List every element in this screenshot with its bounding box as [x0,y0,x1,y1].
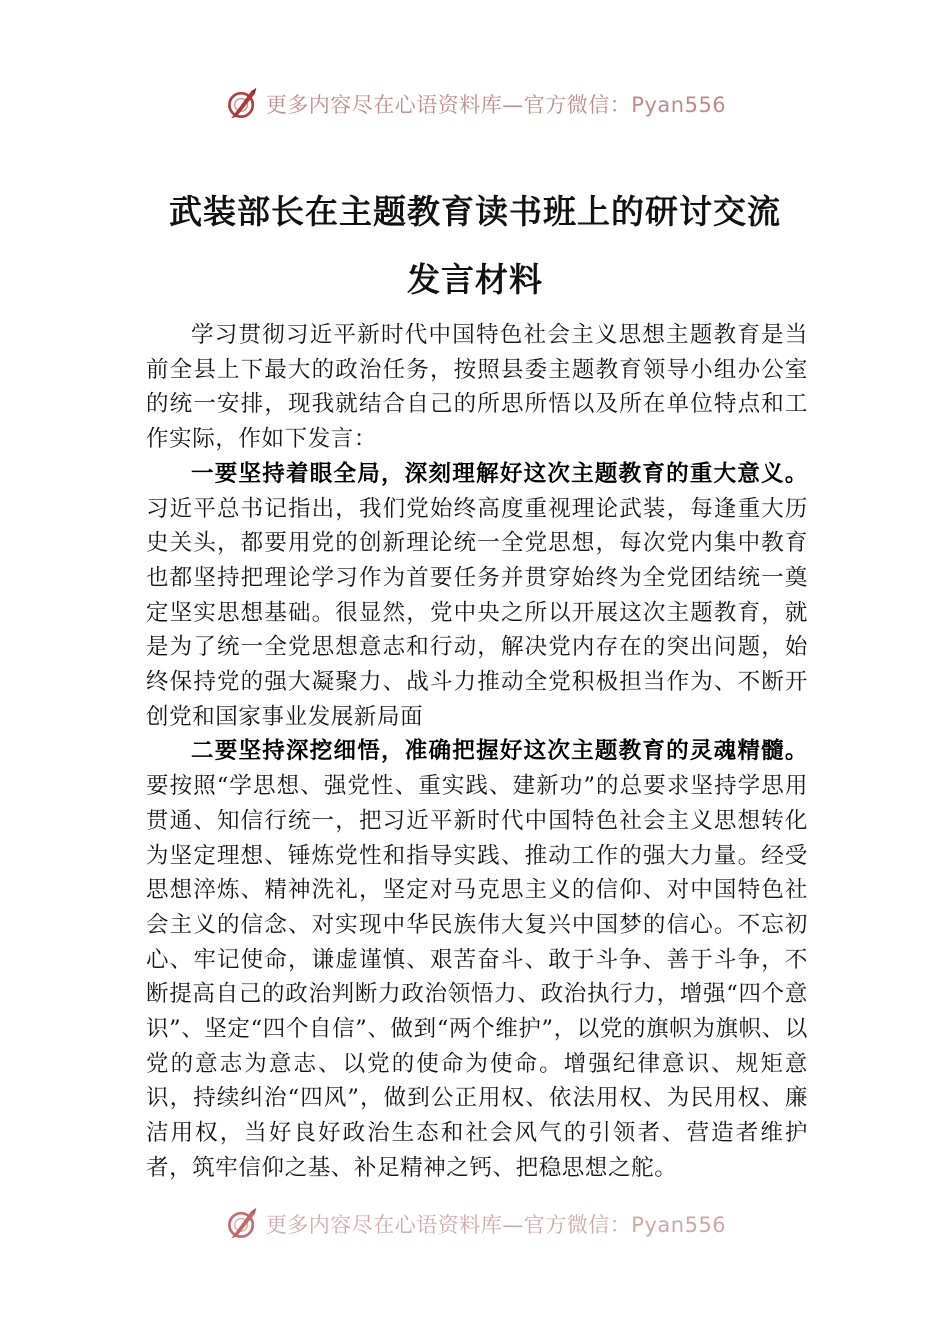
section-1-heading: 一要坚持着眼全局，深刻理解好这次主题教育的重大意义。 [191,460,808,487]
footer-watermark [0,1206,950,1242]
header-watermark-text: 更多内容尽在心语资料库—官方微信：Pyan556 [265,93,727,117]
section-paragraph-1 [146,457,808,735]
section-2-body: 要按照“学思想、强党性、重实践、建新功”的总要求坚持学思用贯通、知信行统一，把习近平新时代中国特色社会主义思想转化为坚定理想、锤炼党性和指导实践、推动工作的强大力量。经受思想淬炼、精神洗礼，坚定对马克思主义的信仰、对中国特色社会主义的信念、对实现中华民族伟大复兴中国梦的信心。不忘初心、牢记使命，谦虚谨慎、艰苦奋斗、敢于斗争、善于斗争，不断提高自己的政治判断力政治领悟力、政治执行力，增强“四个意识”、坚定“四个自信”、做到“两个维护”，以党的旗帜为旗帜、以党的意志为意志、以党的使命为使命。增强纪律意识、规矩意识，持续纠治“四风”，做到公正用权、依法用权、为民用权、廉洁用权，当好良好政治生态和社会风气的引领者、营造者维护者，筑牢信仰之基、补足精神之钙、把稳思想之舵。 [146,773,808,1181]
section-1-body: 习近平总书记指出，我们党始终高度重视理论武装，每逢重大历史关头，都要用党的创新理论统一全党思想，每次党内集中教育也都坚持把理论学习作为首要任务并贯穿始终为全党团结统一奠定坚实思想基础。很显然，党中央之所以开展这次主题教育，就是为了统一全党思想意志和行动，解决党内存在的突出问题，始终保持党的强大凝聚力、战斗力推动全党积极担当作为、不断开创党和国家事业发展新局面 [146,495,808,730]
document-title-line-1: 武装部长在主题教育读书班上的研讨交流 [169,192,781,231]
quill-circle-logo-icon [224,86,260,122]
footer-watermark-text: 更多内容尽在心语资料库—官方微信：Pyan556 [265,1213,727,1237]
quill-circle-logo-icon [224,1206,260,1242]
header-watermark [0,84,950,124]
section-paragraph-2 [146,734,808,1185]
document-body [146,318,808,1186]
intro-paragraph: 学习贯彻习近平新时代中国特色社会主义思想主题教育是当前全县上下最大的政治任务，按照县委主题教育领导小组办公室的统一安排，现我就结合自己的所思所悟以及所在单位特点和工作实际，作如下发言： [146,322,808,453]
section-2-heading: 二要坚持深挖细悟，准确把握好这次主题教育的灵魂精髓。 [191,738,808,765]
document-title-line-2: 发言材料 [407,260,543,299]
